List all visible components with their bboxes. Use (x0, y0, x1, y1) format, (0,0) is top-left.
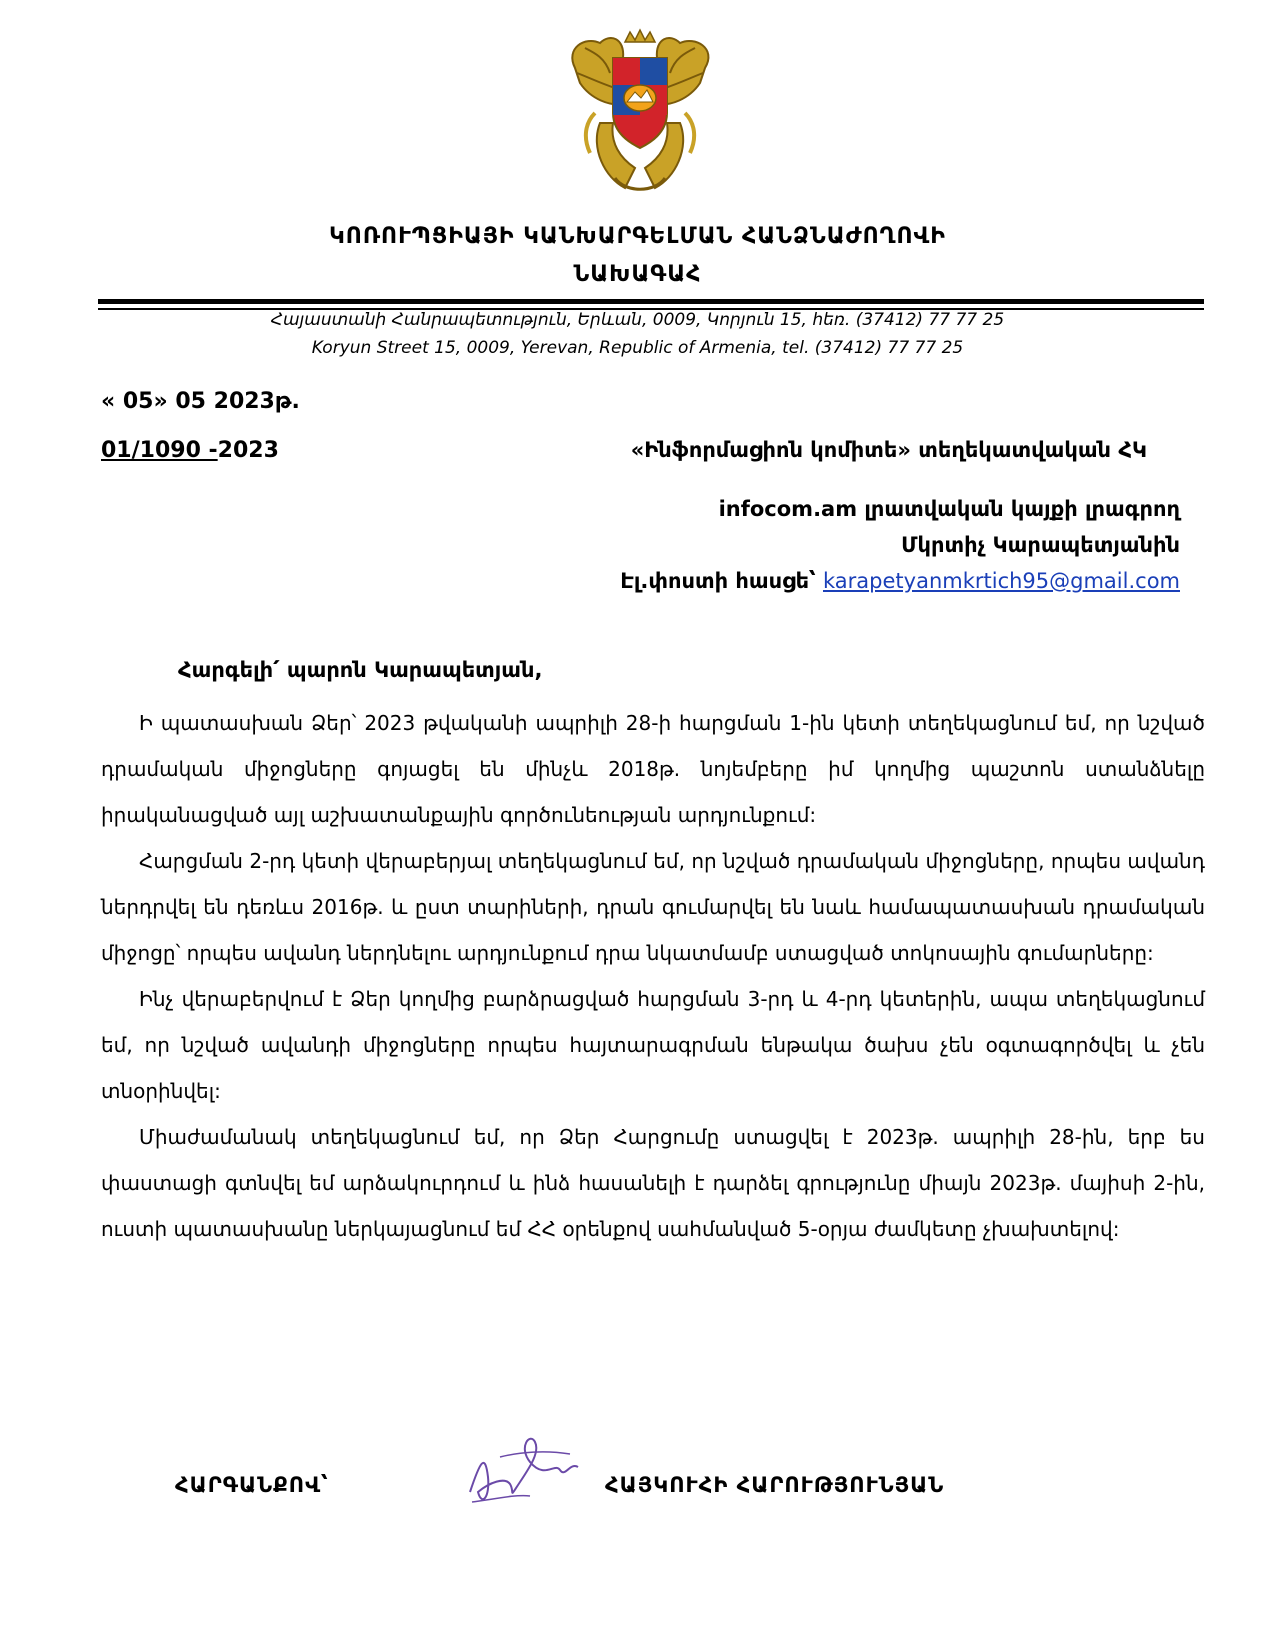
signatory-name: ՀԱՅԿՈՒՀԻ ՀԱՐՈՒԹՅՈՒՆՅԱՆ (605, 1473, 945, 1497)
address-english: Koryun Street 15, 0009, Yerevan, Republic of Armenia, tel. (37412) 77 77 25 (311, 338, 964, 358)
recipient-name: Մկրտիչ Կարապետյանին (901, 533, 1180, 557)
reference-number-prefix: 01/1090 - (101, 438, 218, 463)
letter-date: « 05» 05 2023թ. (101, 389, 300, 414)
signature-icon (460, 1422, 595, 1517)
address-armenian: Հայաստանի Հանրապետություն, Երևան, 0009, Կորյուն 15, հեռ. (37412) 77 77 25 (270, 310, 1005, 330)
body-paragraph: Ի պատասխան Ձեր՝ 2023 թվականի ապրիլի 28-ի հարցման 1-ին կետի տեղեկացնում եմ, որ նշված դրամական միջոցները գոյացել են մինչև 2018թ. նոյեմբերը իմ կողմից պաշտոն ստանձնելը իրականացված այլ աշխատանքային գործունեության արդյունքում: (101, 711, 1205, 827)
recipient-organization: «Ինֆորմացիոն կոմիտե» տեղեկատվական ՀԿ (630, 438, 1147, 462)
recipient-email-line (620, 569, 1180, 593)
email-label: Էլ.փոստի հասցե՝ (620, 569, 816, 593)
email-link[interactable]: karapetyanmkrtich95@gmail.com (823, 569, 1180, 593)
organization-subtitle: ՆԱԽԱԳԱՀ (573, 262, 702, 287)
letter-body (101, 700, 1205, 1252)
body-paragraph: Միաժամանակ տեղեկացնում եմ, որ Ձեր Հարցումը ստացվել է 2023թ. ապրիլի 28-ին, երբ ես փաստացի գտնվել եմ արձակուրդում և ինձ հասանելի է դարձել գրությունը միայն 2023թ. մայիսի 2-ին, ուստի պատասխանը ներկայացնում եմ ՀՀ օրենքով սահմանված 5-օրյա ժամկետը չխախտելով: (101, 1125, 1205, 1241)
closing: ՀԱՐԳԱՆՔՈՎ՝ (175, 1473, 329, 1497)
reference-number (101, 438, 279, 463)
body-paragraph: Ինչ վերաբերվում է Ձեր կողմից բարձրացված հարցման 3-րդ և 4-րդ կետերին, ապա տեղեկացնում եմ, որ նշված ավանդի միջոցները որպես հայտարագրման ենթակա ծախս չեն օգտագործվել և չեն տնօրինվել: (101, 987, 1205, 1103)
salutation: Հարգելի՛ պարոն Կարապետյան, (178, 658, 543, 682)
coat-of-arms-icon (555, 28, 725, 200)
organization-title: ԿՈՌՈՒՊՑԻԱՅԻ ԿԱՆԽԱՐԳԵԼՄԱՆ ՀԱՆՁՆԱԺՈՂՈՎԻ (329, 224, 946, 249)
header-divider-thick (98, 299, 1204, 304)
recipient-position: infocom.am լրատվական կայքի լրագրող (718, 497, 1180, 521)
body-paragraph: Հարցման 2-րդ կետի վերաբերյալ տեղեկացնում եմ, որ նշված դրամական միջոցները, որպես ավանդ ներդրվել են դեռևս 2016թ. և ըստ տարիների, դրան գումարվել են նաև համապատասխան դրամական միջոցը՝ որպես ավանդ ներդնելու արդյունքում դրա նկատմամբ ստացված տոկոսային գումարները: (101, 849, 1205, 965)
reference-number-year: 2023 (217, 438, 279, 463)
